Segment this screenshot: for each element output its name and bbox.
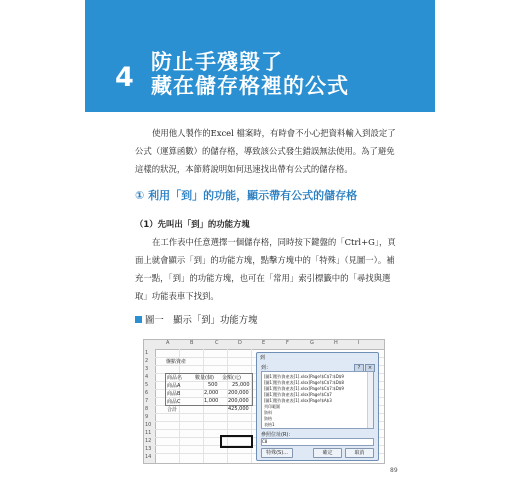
help-icon[interactable]: ? [354, 364, 364, 372]
goto-list-scrollbar[interactable] [367, 372, 373, 428]
table-header-cell: 商品名 [167, 375, 183, 381]
total-label: 合計 [167, 407, 178, 413]
table-cell: 200,000 [228, 398, 249, 404]
column-letter: D [238, 340, 242, 346]
goto-list-label: 到： [261, 365, 272, 371]
chapter-number: 4 [115, 62, 134, 93]
row-number: 7 [145, 398, 149, 404]
row-number: 3 [145, 366, 149, 372]
goto-list-item[interactable]: 資格 [264, 416, 272, 421]
row-number: 2 [145, 358, 149, 364]
column-letter: H [334, 340, 338, 346]
table-cell: 商品B [167, 391, 181, 397]
goto-list-item[interactable]: [圖1]製作資產表[1].xlsx]Page!$C$7:$D$8 [264, 380, 344, 385]
row-number: 13 [145, 446, 152, 452]
column-letter: C [215, 340, 219, 346]
row-number: 4 [145, 374, 149, 380]
chapter-title [151, 50, 349, 98]
table-header-cell: 數量(個) [195, 375, 214, 381]
table-cell: 2,000 [204, 390, 219, 396]
page-number: 89 [390, 467, 398, 474]
goto-list[interactable] [261, 371, 374, 429]
table-header-cell: 金額(元) [222, 375, 241, 381]
goto-list-item[interactable]: [圖1]製作資產表[1].xlsx]Page!$C$7:$D$9 [264, 386, 344, 391]
dialog-title: 到 [260, 355, 266, 361]
close-icon[interactable]: × [365, 364, 375, 372]
table-cell: 1,000 [204, 398, 219, 404]
table-cell: 500 [208, 382, 218, 388]
reference-input-value: C8 [262, 439, 268, 444]
row-number: 10 [145, 422, 152, 428]
column-letter: I [358, 340, 360, 346]
special-button[interactable]: 特殊(S)... [261, 448, 293, 458]
sub-heading: （1）先叫出「到」的功能方塊 [135, 219, 250, 229]
column-letter: F [286, 340, 289, 346]
body-paragraph: 在工作表中任意選擇一個儲存格，同時按下鍵盤的「Ctrl+G」，頁面上就會顯示「到」的功能方塊，點擊方塊中的「特殊」（見圖一）。補充一點，「到」的功能方塊，也可在「常用」索引標籤中的「尋找與選取」功能表車下找到。 [135, 237, 396, 301]
chapter-title-line1: 防止手殘毀了 [151, 50, 283, 74]
ok-button[interactable]: 確定 [313, 448, 342, 458]
row-number: 9 [145, 414, 149, 420]
row-number: 5 [145, 382, 149, 388]
sheet-title: 盤點資產 [166, 359, 187, 365]
table-cell: 25,000 [232, 382, 250, 388]
goto-dialog [256, 352, 379, 461]
total-value: 425,000 [228, 406, 249, 412]
row-number: 1 [145, 350, 149, 356]
goto-list-item[interactable]: [圖1]製作資產表[1].xlsx]Page!$C$7 [264, 392, 332, 397]
row-number: 6 [145, 390, 149, 396]
column-letter: G [310, 340, 314, 346]
goto-list-item[interactable]: 表格1 [264, 422, 275, 427]
figure-label [135, 312, 258, 326]
row-number: 11 [145, 430, 152, 436]
row-number: 12 [145, 438, 152, 444]
figure-marker [135, 316, 142, 323]
table-cell: 200,000 [228, 390, 249, 396]
column-letter: E [262, 340, 266, 346]
table-cell: 商品A [167, 383, 181, 389]
column-header-bar [144, 340, 384, 350]
section-heading: ① 利用「到」的功能，顯示帶有公式的儲存格 [135, 189, 358, 202]
goto-list-item[interactable]: 資料 [264, 410, 272, 415]
reference-input[interactable] [261, 438, 374, 446]
goto-list-item[interactable]: [圖1]製作資產表[1].xlsx]Page!$A$3 [264, 398, 332, 403]
grid-line [179, 349, 180, 463]
cancel-button[interactable]: 取消 [345, 448, 374, 458]
column-letter: A [166, 340, 170, 346]
goto-list-item[interactable]: [圖1]製作資產表[1].xlsx]Page!$C$7:$D$9 [264, 374, 344, 379]
figure-label-text: 圖一 顯示「到」功能方塊 [145, 315, 258, 326]
row-number: 8 [145, 406, 149, 412]
selected-cell[interactable] [220, 435, 253, 448]
column-letter: B [190, 340, 194, 346]
goto-list-item[interactable]: 列印範圍 [264, 404, 280, 409]
row-number: 14 [145, 454, 152, 460]
chapter-title-line2: 藏在儲存格裡的公式 [151, 74, 349, 98]
table-cell: 商品C [167, 399, 181, 405]
intro-paragraph: 使用他人製作的Excel 檔案時，有時會不小心把資料輸入到設定了公式（運算函數）的儲存格，導致該公式發生錯誤無法使用。為了避免這樣的狀況，本節將說明如何迅速找出帶有公式的儲存格。 [135, 128, 396, 174]
figure-screenshot [143, 339, 385, 464]
grid-line [203, 349, 204, 463]
reference-label: 參照位址(R)： [261, 432, 294, 438]
